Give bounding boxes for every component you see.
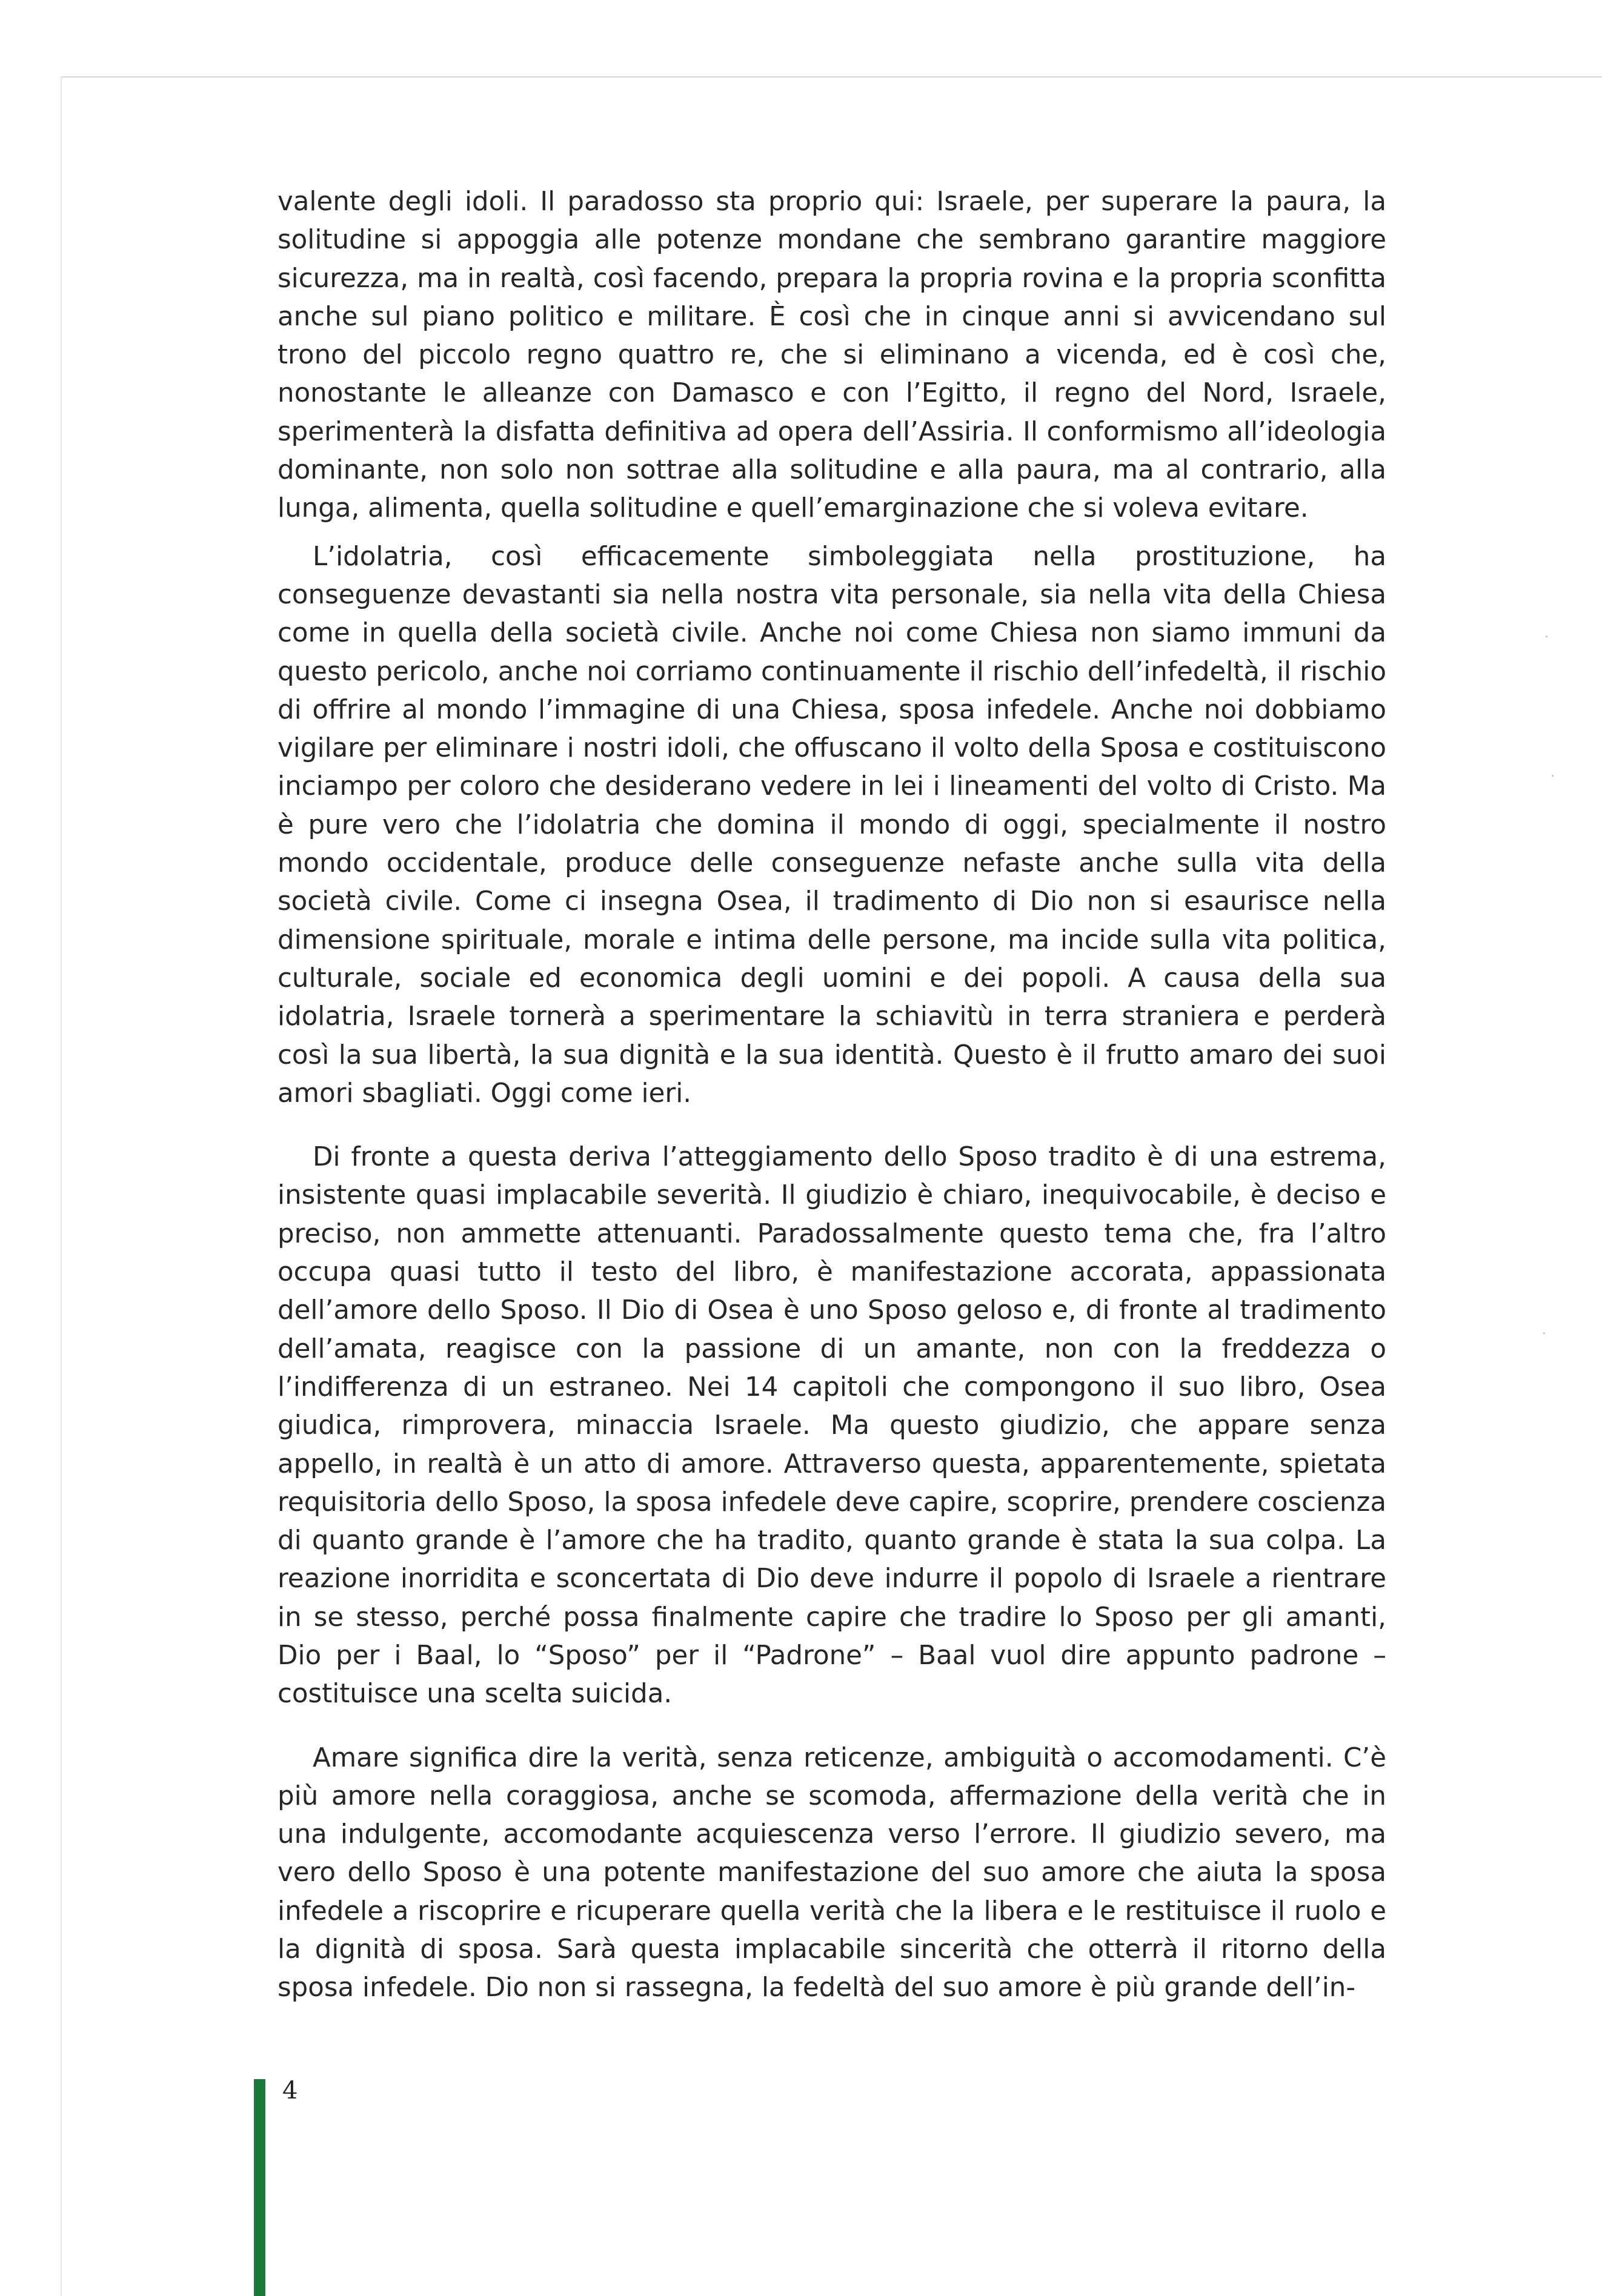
- page-body: [278, 183, 1386, 2008]
- margin-tick-mark: ˙: [1540, 1330, 1548, 1349]
- margin-tick-mark: ˙: [1549, 773, 1557, 791]
- margin-tick-mark: ˙: [1543, 634, 1550, 652]
- scan-edge-left: [61, 76, 62, 2296]
- paragraph-2: L’idolatria, così efficacemente simboleggiata nella prostituzione, ha conseguenze devastanti sia nella nostra vita personale, sia nella vita della Chiesa come in quella della società civile. Anche noi come Chiesa non siamo immuni da questo pericolo, anche noi corriamo continuamente il rischio dell’infedeltà, il rischio di offrire al mondo l’immagine di una Chiesa, sposa infedele. Anche noi dobbiamo vigilare per eliminare i nostri idoli, che offuscano il volto della Sposa e costituiscono inciampo per coloro che desiderano vedere in lei i lineamenti del volto di Cristo. Ma è pure vero che l’idolatria che domina il mondo di oggi, specialmente il nostro mondo occidentale, produce delle conseguenze nefaste anche sulla vita della società civile. Come ci insegna Osea, il tradimento di Dio non si esaurisce nella dimensione spirituale, morale e intima delle persone, ma incide sulla vita politica, culturale, sociale ed economica degli uomini e dei popoli. A causa della sua idolatria, Israele tornerà a sperimentare la schiavitù in terra straniera e perderà così la sua libertà, la sua dignità e la sua identità. Questo è il frutto amaro dei suoi amori sbagliati. Oggi come ieri.: [278, 541, 1386, 1109]
- page-number: 4: [282, 2077, 298, 2105]
- paragraph-3: Di fronte a questa deriva l’atteggiamento dello Sposo tradito è di una estrema, insistente quasi implacabile severità. Il giudizio è chiaro, inequivocabile, è deciso e preciso, non ammette attenuanti. Paradossalmente questo tema che, fra l’altro occupa quasi tutto il testo del libro, è manifestazione accorata, appassionata dell’amore dello Sposo. Il Dio di Osea è uno Sposo geloso e, di fronte al tradimento dell’amata, reagisce con la passione di un amante, non con la freddezza o l’indifferenza di un estraneo. Nei 14 capitoli che compongono il suo libro, Osea giudica, rimprovera, minaccia Israele. Ma questo giudizio, che appare senza appello, in realtà è un atto di amore. Attraverso questa, apparentemente, spietata requisitoria dello Sposo, la sposa infedele deve capire, scoprire, prendere coscienza di quanto grande è l’amore che ha tradito, quanto grande è stata la sua colpa. La reazione inorridita e sconcertata di Dio deve indurre il popolo di Israele a rientrare in se stesso, perché possa finalmente capire che tradire lo Sposo per gli amanti, Dio per i Baal, lo “Sposo” per il “Padrone” – Baal vuol dire appunto padrone – costituisce una scelta suicida.: [278, 1142, 1386, 1710]
- scan-edge-top: [61, 76, 1602, 78]
- paragraph-1: valente degli idoli. Il paradosso sta proprio qui: Israele, per superare la paura, la solitudine si appoggia alle potenze mondane che sembrano garantire maggiore sicurezza, ma in realtà, così facendo, prepara la propria rovina e la propria sconfitta anche sul piano politico e militare. È così che in cinque anni si avvicendano sul trono del piccolo regno quattro re, che si eliminano a vicenda, ed è così che, nonostante le alleanze con Damasco e con l’Egitto, il regno del Nord, Israele, sperimenterà la disfatta definitiva ad opera dell’Assiria. Il conformismo all’ideologia dominante, non solo non sottrae alla solitudine e alla paura, ma al contrario, alla lunga, alimenta, quella solitudine e quell’emarginazione che si voleva evitare.: [278, 187, 1386, 524]
- page-number-bar: [254, 2079, 265, 2296]
- paragraph-4: Amare significa dire la verità, senza reticenze, ambiguità o accomodamenti. C’è più amore nella coraggiosa, anche se scomoda, affermazione della verità che in una indulgente, accomodante acquiescenza verso l’errore. Il giudizio severo, ma vero dello Sposo è una potente manifestazione del suo amore che aiuta la sposa infedele a riscoprire e ricuperare quella verità che la libera e le restituisce il ruolo e la dignità di sposa. Sarà questa implacabile sincerità che otterrà il ritorno della sposa infedele. Dio non si rassegna, la fedeltà del suo amore è più grande dell’in-: [278, 1742, 1386, 2003]
